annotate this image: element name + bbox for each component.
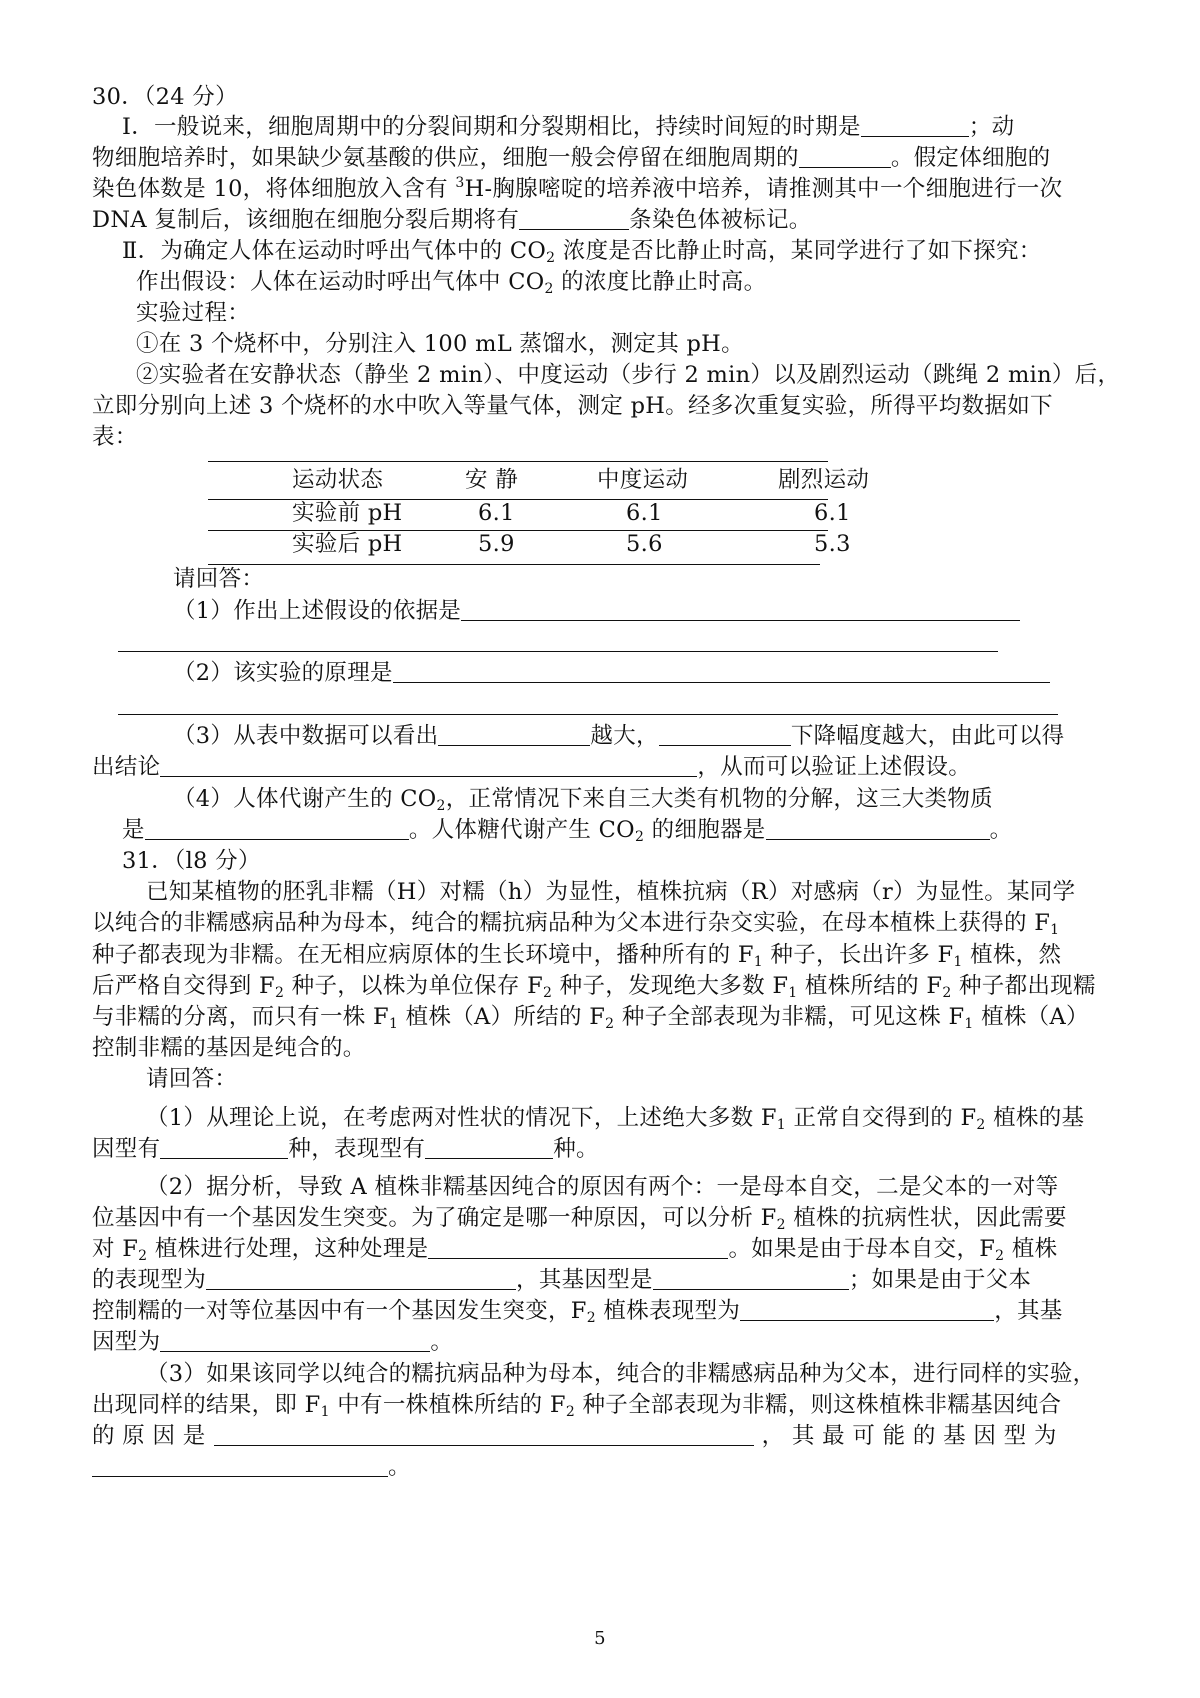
answer-blank[interactable]: [438, 723, 590, 746]
table-header-cell: 安 静: [465, 467, 519, 493]
q31-sub3-line2: 出现同样的结果，即 $F_1$ 中有一株植株所结的 $F_2$ 种子全部表现为非糯，则这株植株非糯基因纯合: [92, 1392, 1062, 1420]
q30-part1-line1: Ⅰ．一般说来，细胞周期中的分裂间期和分裂期相比，持续时间短的时期是 ；动: [122, 114, 1015, 140]
q31-sub3-line3: 的 原 因 是 ， 其 最 可 能 的 基 因 型 为: [92, 1423, 1057, 1449]
q30-sub2: （2）该实验的原理是: [173, 658, 1050, 688]
q30-step2-line3: 表：: [92, 424, 138, 450]
q30-ask: 请回答：: [173, 566, 265, 592]
table-cell: 6.1: [814, 500, 851, 526]
q31-sub2-line5: 控制糯的一对等位基因中有一个基因发生突变，$F_2$ 植株表现型为 ，其基: [92, 1298, 1063, 1326]
table-cell: 6.1: [626, 500, 663, 526]
q30-part2-line1: Ⅱ．为确定人体在运动时呼出气体中的 $CO_2$ 浓度是否比静止时高，某同学进行了如下探究：: [122, 238, 1042, 266]
q31-intro-line3: 种子都表现为非糯。在无相应病原体的生长环境中，播种所有的 $F_1$ 种子，长出许多 $F_1$ 植株，然: [92, 942, 1062, 970]
q31-ask: 请回答：: [146, 1066, 238, 1092]
q31-intro-line4: 后严格自交得到 $F_2$ 种子，以株为单位保存 $F_2$ 种子，发现绝大多数 $F_1$ 植株所结的 $F_2$ 种子都出现糯: [92, 973, 1096, 1001]
table-cell: 6.1: [478, 500, 515, 526]
answer-blank[interactable]: [766, 817, 990, 840]
q30-sub3-line2: 出结论 ，从而可以验证上述假设。: [92, 754, 972, 780]
answer-blank[interactable]: [799, 145, 891, 168]
table-cell: 5.3: [814, 531, 851, 557]
q30-hypothesis: 作出假设：人体在运动时呼出气体中 $CO_2$ 的浓度比静止时高。: [136, 269, 767, 297]
q30-step2-line1: ②实验者在安静状态（静坐 2 min）、中度运动（步行 2 min）以及剧烈运动（跳绳 2 min）后，: [136, 362, 1121, 388]
q30-part1-line4: DNA 复制后，该细胞在细胞分裂后期将有 条染色体被标记。: [92, 207, 812, 233]
q31-intro-line6: 控制非糯的基因是纯合的。: [92, 1035, 366, 1061]
q31-header: 31．（l8 分）: [122, 848, 261, 874]
answer-blank[interactable]: [214, 1423, 754, 1446]
answer-blank[interactable]: [861, 114, 969, 137]
table-cell: 实验后 pH: [292, 531, 403, 557]
q30-sub2-continuation: [118, 690, 1058, 720]
table-bottom-rule: [208, 564, 820, 565]
q31-sub2-line1: （2）据分析，导致 A 植株非糯基因纯合的原因有两个：一是母本自交，二是父本的一对等: [146, 1174, 1059, 1200]
answer-blank[interactable]: [160, 1329, 430, 1352]
answer-blank[interactable]: [206, 1267, 516, 1290]
answer-blank[interactable]: [461, 598, 1020, 621]
answer-blank[interactable]: [160, 1136, 288, 1159]
answer-blank[interactable]: [428, 1236, 728, 1259]
q31-sub2-line4: 的表现型为 ，其基因型是 ；如果是由于父本: [92, 1267, 1032, 1293]
q31-intro-line2: 以纯合的非糯感病品种为母本，纯合的糯抗病品种为父本进行杂交实验，在母本植株上获得的 $F_1$: [92, 910, 1060, 938]
q30-process-label: 实验过程：: [136, 300, 251, 326]
q31-sub2-line6: 因型为 。: [92, 1329, 454, 1355]
q30-header: 30．（24 分）: [92, 84, 238, 110]
q31-intro-line5: 与非糯的分离，而只有一株 $F_1$ 植株（A）所结的 $F_2$ 种子全部表现为非糯，可见这株 $F_1$ 植株（A）: [92, 1004, 1089, 1032]
q30-sub3-line1: （3）从表中数据可以看出 越大， 下降幅度越大，由此可以得: [173, 723, 1065, 749]
answer-blank[interactable]: [393, 660, 1050, 683]
q31-sub1-line2: 因型有 种，表现型有 种。: [92, 1136, 599, 1162]
q30-sub1: （1）作出上述假设的依据是: [173, 596, 1020, 626]
answer-blank[interactable]: [118, 629, 998, 652]
table-header-cell: 剧烈运动: [778, 467, 870, 493]
answer-blank[interactable]: [740, 1298, 994, 1321]
q30-step1: ①在 3 个烧杯中，分别注入 100 mL 蒸馏水，测定其 pH。: [136, 331, 744, 357]
answer-blank[interactable]: [519, 207, 629, 230]
q30-sub1-continuation: [118, 627, 998, 657]
q30-sub4-line2: 是 。人体糖代谢产生 $CO_2$ 的细胞器是 。: [122, 817, 1013, 845]
q31-sub3-line1: （3）如果该同学以纯合的糯抗病品种为母本，纯合的非糯感病品种为父本，进行同样的实验，: [146, 1361, 1096, 1387]
table-top-rule: [208, 461, 828, 462]
answer-blank[interactable]: [118, 692, 1058, 715]
answer-blank[interactable]: [145, 817, 409, 840]
q31-sub2-line3: 对 $F_2$ 植株进行处理，这种处理是 。如果是由于母本自交，$F_2$ 植株: [92, 1236, 1058, 1264]
q30-part1-line2: 物细胞培养时，如果缺少氨基酸的供应，细胞一般会停留在细胞周期的 。假定体细胞的: [92, 145, 1051, 171]
page-number: 5: [594, 1628, 606, 1649]
table-header-cell: 中度运动: [597, 467, 689, 493]
table-cell: 实验前 pH: [292, 500, 403, 526]
q31-sub3-line4: 。: [92, 1452, 411, 1482]
table-header-cell: 运动状态: [292, 467, 384, 493]
q31-sub2-line2: 位基因中有一个基因发生突变。为了确定是哪一种原因，可以分析 $F_2$ 植株的抗病性状，因此需要: [92, 1205, 1067, 1233]
answer-blank[interactable]: [425, 1136, 553, 1159]
q31-intro-line1: 已知某植物的胚乳非糯（H）对糯（h）为显性，植株抗病（R）对感病（r）为显性。某同学: [146, 879, 1076, 905]
answer-blank[interactable]: [653, 1267, 849, 1290]
q30-part1-line3: 染色体数是 10，将体细胞放入含有 $^3$H-胸腺嘧啶的培养液中培养，请推测其中一个细胞进行一次: [92, 175, 1063, 202]
answer-blank[interactable]: [92, 1454, 388, 1477]
table-cell: 5.9: [478, 531, 515, 557]
q30-sub4-line1: （4）人体代谢产生的 $CO_2$，正常情况下来自三大类有机物的分解，这三大类物质: [173, 786, 993, 814]
answer-blank[interactable]: [160, 754, 697, 777]
table-cell: 5.6: [626, 531, 663, 557]
q30-step2-line2: 立即分别向上述 3 个烧杯的水中吹入等量气体，测定 pH。经多次重复实验，所得平均数据如下: [92, 393, 1053, 419]
answer-blank[interactable]: [659, 723, 791, 746]
q31-sub1-line1: （1）从理论上说，在考虑两对性状的情况下，上述绝大多数 $F_1$ 正常自交得到的 $F_2$ 植株的基: [146, 1105, 1085, 1133]
